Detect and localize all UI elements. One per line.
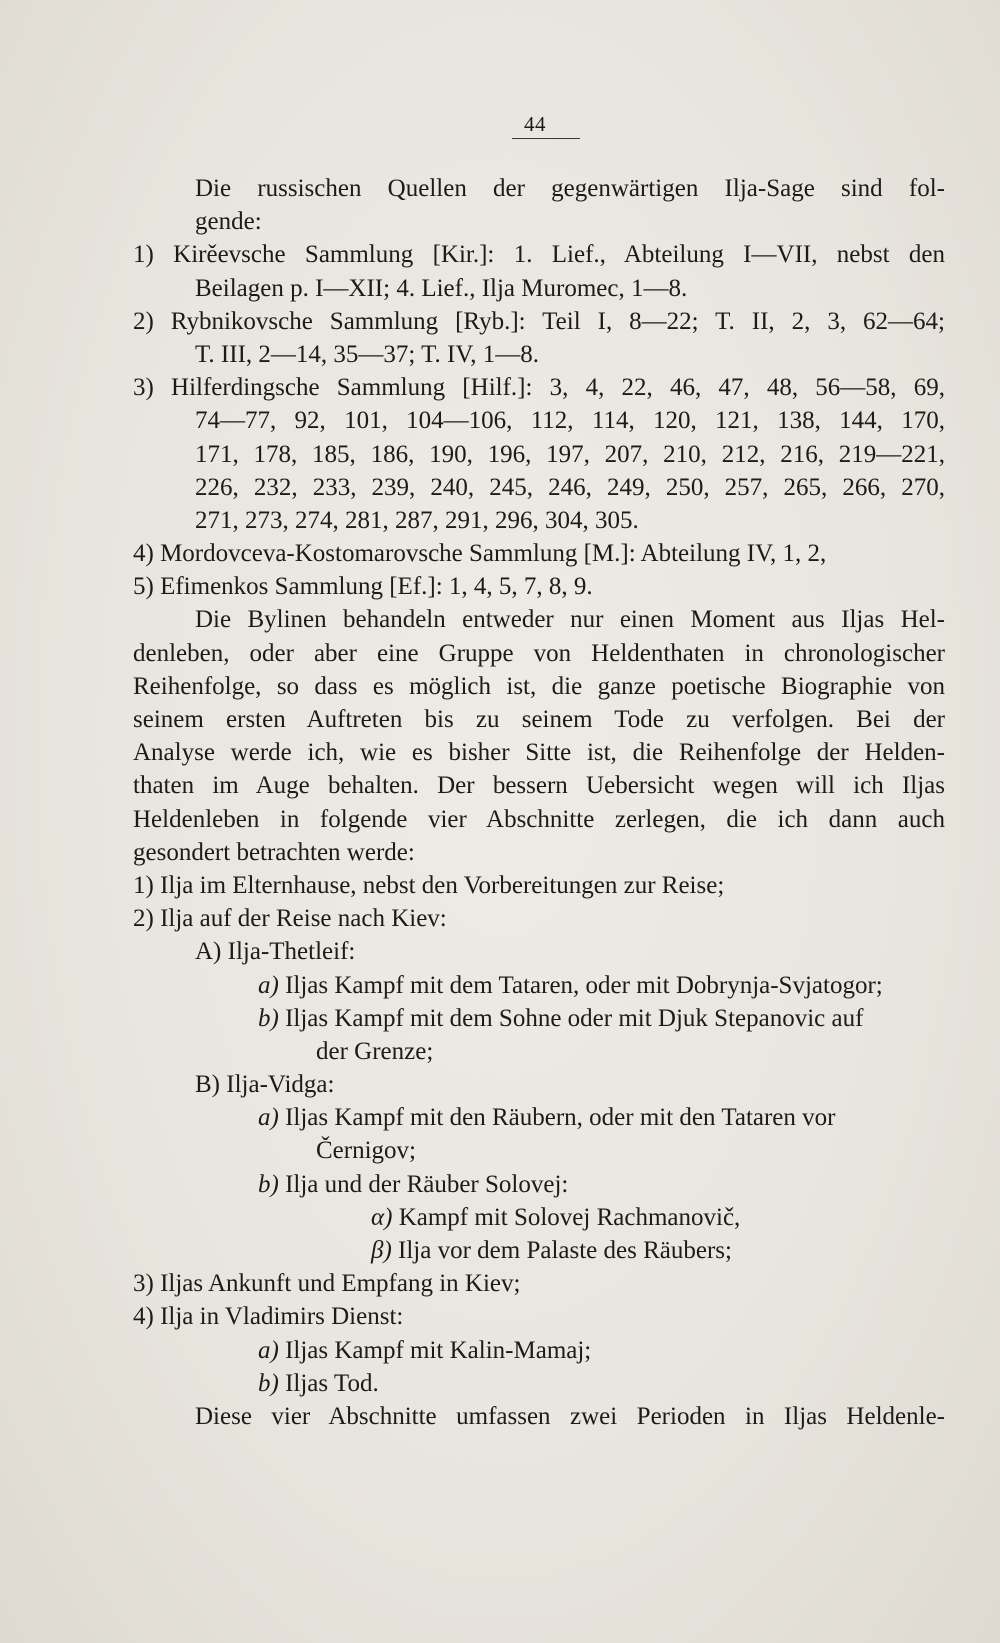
- item-text: Iljas Kampf mit dem Tataren, oder mit Dobrynja-Svjatogor;: [285, 971, 883, 999]
- text-line: Černigov;: [316, 1137, 416, 1165]
- paragraph-line: Heldenleben in folgende vier Abschnitte zerlegen, die ich dann auch: [133, 805, 945, 833]
- source-list-item: 2) Rybnikovsche Sammlung [Ryb.]: Teil I, 8—22; T. II, 2, 3, 62—64;: [133, 307, 945, 335]
- item-text: Kampf mit Solovej Rachmanovič,: [398, 1203, 741, 1231]
- outline-item: 4) Ilja in Vladimirs Dienst:: [133, 1303, 404, 1331]
- item-marker: a): [258, 971, 279, 999]
- item-text: Ilja vor dem Palaste des Räubers;: [398, 1237, 732, 1264]
- page-number: 44: [524, 112, 546, 136]
- source-list-item: 5) Efimenkos Sammlung [Ef.]: 1, 4, 5, 7, 8, 9.: [133, 573, 593, 601]
- paragraph-line: Die Bylinen behandeln entweder nur einen Moment aus Iljas Hel-: [195, 606, 945, 634]
- page-number-rule: [512, 138, 580, 139]
- paragraph-line: Analyse werde ich, wie es bisher Sitte ist, die Reihenfolge der Helden-: [133, 739, 945, 767]
- source-list-item: 3) Hilferdingsche Sammlung [Hilf.]: 3, 4, 22, 46, 47, 48, 56—58, 69,: [133, 374, 945, 402]
- outline-subitem: B) Ilja-Vidga:: [195, 1071, 335, 1099]
- paragraph-line: gesondert betrachten werde:: [133, 838, 415, 866]
- outline-subsubitem: [133, 1002, 945, 1035]
- item-text: Iljas Kampf mit dem Sohne oder mit Djuk Stepanovic auf: [285, 1004, 864, 1032]
- item-marker: b): [258, 1369, 279, 1397]
- item-marker: β): [371, 1237, 392, 1264]
- item-marker: a): [258, 1336, 279, 1364]
- item-text: Ilja und der Räuber Solovej:: [285, 1170, 569, 1198]
- outline-subsubitem: [133, 1334, 945, 1367]
- item-text: Iljas Tod.: [285, 1369, 379, 1397]
- outline-item: 1) Ilja im Elternhause, nebst den Vorbereitungen zur Reise;: [133, 871, 725, 899]
- paragraph-line: Reihenfolge, so dass es möglich ist, die ganze poetische Biographie von: [133, 672, 945, 700]
- item-marker: α): [371, 1203, 393, 1231]
- paragraph-line: denleben, oder aber eine Gruppe von Heldenthaten in chronologischer: [133, 639, 945, 667]
- outline-item: 3) Iljas Ankunft und Empfang in Kiev;: [133, 1270, 521, 1298]
- item-text: Iljas Kampf mit Kalin-Mamaj;: [285, 1336, 592, 1364]
- source-list-item: 4) Mordovceva-Kostomarovsche Sammlung [M.]: Abteilung IV, 1, 2,: [133, 540, 827, 568]
- outline-subsubitem: [133, 1101, 945, 1134]
- outline-item: 2) Ilja auf der Reise nach Kiev:: [133, 905, 447, 933]
- text-line: Die russischen Quellen der gegenwärtigen Ilja-Sage sind fol-: [195, 175, 945, 202]
- outline-subsubitem: [133, 969, 945, 1002]
- paragraph-line: Diese vier Abschnitte umfassen zwei Perioden in Iljas Heldenle-: [195, 1402, 945, 1430]
- outline-subsubsubitem: [133, 1234, 945, 1267]
- text-line: T. III, 2—14, 35—37; T. IV, 1—8.: [195, 340, 539, 368]
- item-text: Iljas Kampf mit den Räubern, oder mit den Tataren vor: [285, 1104, 836, 1132]
- outline-subsubitem: [133, 1168, 945, 1201]
- text-line: der Grenze;: [316, 1037, 434, 1065]
- outline-subsubitem: [133, 1367, 945, 1400]
- text-line: gende:: [195, 208, 262, 236]
- paragraph-line: thaten im Auge behalten. Der bessern Uebersicht wegen will ich Iljas: [133, 772, 945, 800]
- body-text: [133, 172, 945, 1433]
- text-line: 226, 232, 233, 239, 240, 245, 246, 249, 250, 257, 265, 266, 270,: [195, 473, 945, 501]
- item-marker: b): [258, 1170, 279, 1198]
- source-list-item: 1) Kirěevsche Sammlung [Kir.]: 1. Lief., Abteilung I—VII, nebst den: [133, 241, 945, 269]
- outline-subitem: A) Ilja-Thetleif:: [195, 938, 356, 966]
- text-line: Beilagen p. I—XII; 4. Lief., Ilja Muromec, 1—8.: [195, 274, 688, 302]
- text-line: 74—77, 92, 101, 104—106, 112, 114, 120, 121, 138, 144, 170,: [195, 407, 945, 435]
- text-line: 271, 273, 274, 281, 287, 291, 296, 304, 305.: [195, 506, 639, 534]
- item-marker: a): [258, 1104, 279, 1132]
- outline-subsubsubitem: [133, 1201, 945, 1234]
- text-line: 171, 178, 185, 186, 190, 196, 197, 207, 210, 212, 216, 219—221,: [195, 440, 945, 468]
- paragraph-line: seinem ersten Auftreten bis zu seinem Tode zu verfolgen. Bei der: [133, 706, 945, 733]
- item-marker: b): [258, 1004, 279, 1032]
